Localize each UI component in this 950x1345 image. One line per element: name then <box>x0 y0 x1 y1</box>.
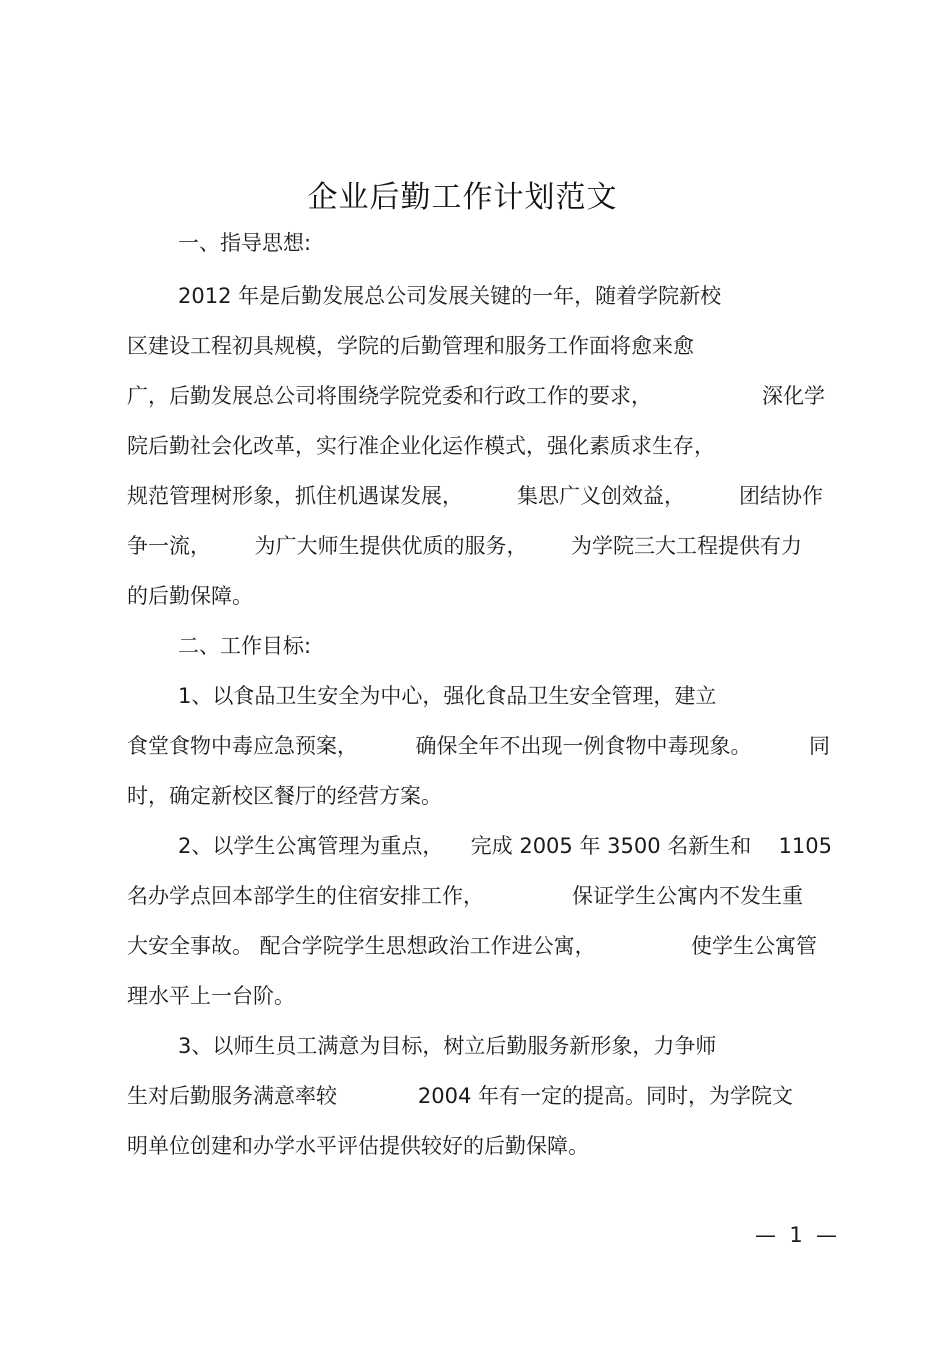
paragraph-text: 规范管理树形象，抓住机遇谋发展， <box>127 484 463 508</box>
paragraph-text: 保证学生公寓内不发生重 <box>572 884 803 908</box>
paragraph-text: 名办学点回本部学生的住宿安排工作， <box>127 884 484 908</box>
goal-3-line <box>127 1081 793 1111</box>
goal-3-line: 明单位创建和办学水平评估提供较好的后勤保障。 <box>127 1134 589 1158</box>
paragraph-text: 使学生公寓管 <box>691 934 817 958</box>
goal-1-line: 1、以食品卫生安全为中心，强化食品卫生安全管理，建立 <box>178 684 717 708</box>
page-number: — 1 — <box>755 1223 838 1247</box>
paragraph-text: 食堂食物中毒应急预案， <box>127 734 358 758</box>
goal-2-line <box>178 831 832 861</box>
paragraph-line: 区建设工程初具规模，学院的后勤管理和服务工作面将愈来愈 <box>127 334 694 358</box>
paragraph-text: 广，后勤发展总公司将围绕学院党委和行政工作的要求， <box>127 384 652 408</box>
paragraph-line <box>127 381 825 411</box>
section-heading-guiding-ideology: 一、指导思想: <box>178 231 312 255</box>
paragraph-line: 院后勤社会化改革，实行准企业化运作模式，强化素质求生存， <box>127 434 715 458</box>
paragraph-text: 生对后勤服务满意率较 <box>127 1084 337 1108</box>
goal-3-line: 3、以师生员工满意为目标，树立后勤服务新形象，力争师 <box>178 1034 717 1058</box>
paragraph-text: 完成 2005 年 3500 名新生和 <box>470 834 752 858</box>
paragraph-line <box>127 531 802 561</box>
paragraph-text: 为广大师生提供优质的服务， <box>254 534 528 558</box>
goal-1-line: 时，确定新校区餐厅的经营方案。 <box>127 784 442 808</box>
paragraph-text: 2、以学生公寓管理为重点， <box>178 834 444 858</box>
paragraph-line: 的后勤保障。 <box>127 584 253 608</box>
paragraph-text: 争一流， <box>127 534 211 558</box>
paragraph-text: 同 <box>809 734 830 758</box>
paragraph-text: 确保全年不出现一例食物中毒现象。 <box>415 734 752 758</box>
paragraph-text: 集思广义创效益， <box>517 484 685 508</box>
goal-1-line <box>127 731 830 761</box>
goal-2-line: 理水平上一台阶。 <box>127 984 295 1008</box>
paragraph-text: 为学院三大工程提供有力 <box>571 534 802 558</box>
goal-2-line <box>127 931 817 961</box>
paragraph-text: 2004 年有一定的提高。同时，为学院文 <box>417 1084 793 1108</box>
paragraph-text: 深化学 <box>762 384 825 408</box>
paragraph-text: 团结协作 <box>739 484 823 508</box>
paragraph-text: 1105 <box>778 834 832 858</box>
document-title: 企业后勤工作计划范文 <box>307 180 618 215</box>
paragraph-line: 2012 年是后勤发展总公司发展关键的一年，随着学院新校 <box>178 284 722 308</box>
paragraph-line <box>127 481 823 511</box>
section-heading-work-goals: 二、工作目标: <box>178 634 312 658</box>
goal-2-line <box>127 881 803 911</box>
paragraph-text: 大安全事故。 配合学院学生思想政治工作进公寓， <box>127 934 596 958</box>
